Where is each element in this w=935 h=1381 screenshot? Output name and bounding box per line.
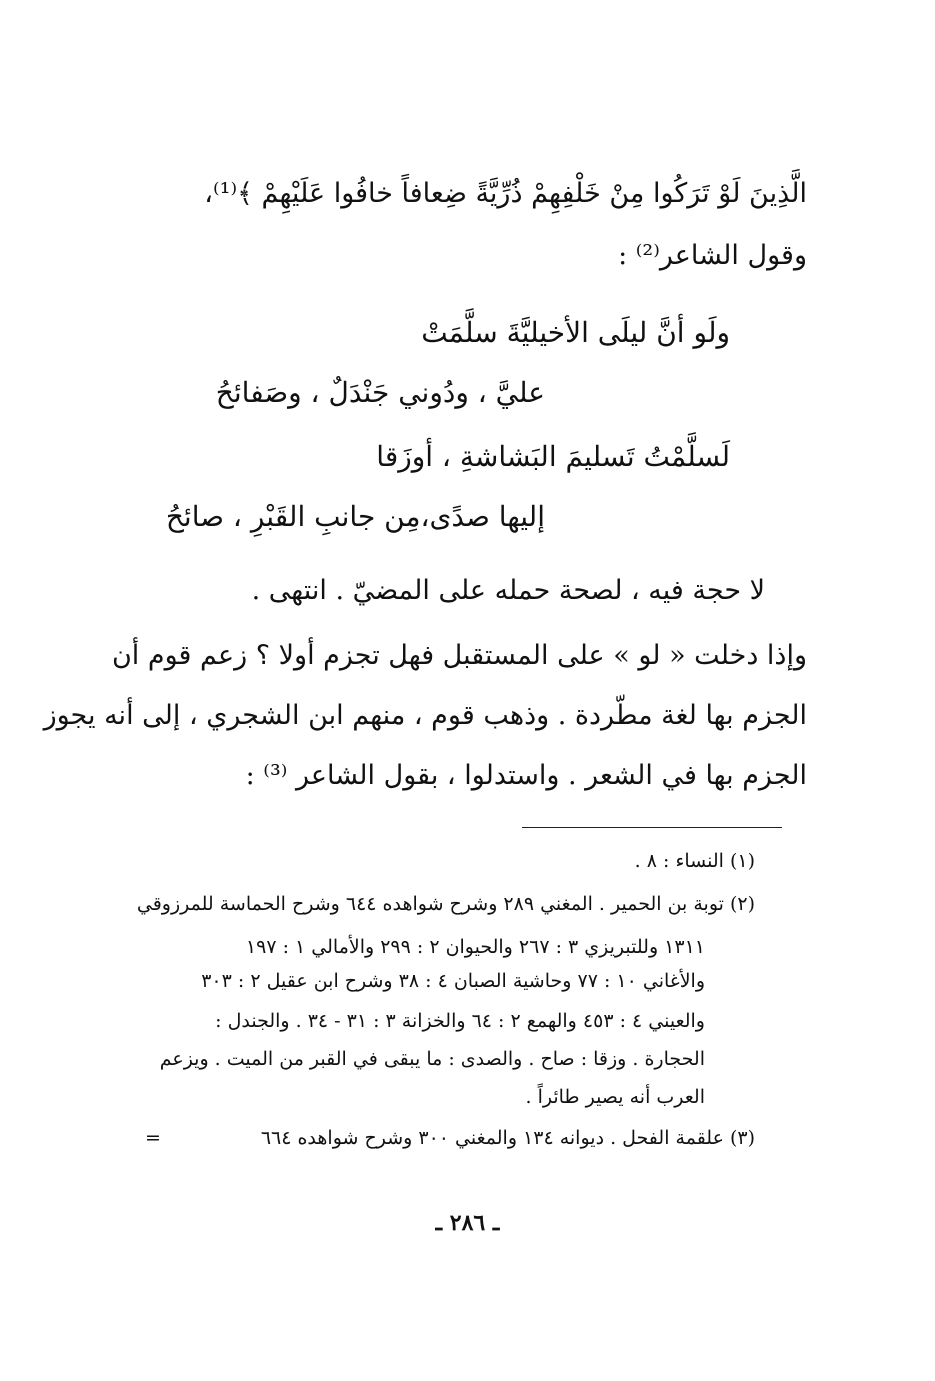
footnote-1-number: (١) [729,850,755,872]
footnote-2-text-1: توبة بن الحمير . المغني ٢٨٩ وشرح شواهده ٦٤٤ وشرح الحماسة للمرزوقي [136,893,724,915]
footnote-2-line-6: العرب أنه يصير طائراً . [525,1086,705,1108]
footnote-1-text: النساء : ٨ . [634,850,724,872]
footnote-2-line-5: الحجارة . وزقا : صاح . والصدى : ما يبقى في القبر من الميت . ويزعم [159,1048,705,1070]
poem-verse-3: لَسلَّمْتُ تَسليمَ البَشاشةِ ، أوزَقا [376,440,730,473]
footnote-1 [635,850,755,873]
footnote-continuation-mark: = [145,1127,161,1149]
footnote-2-line-4: والعيني ٤ : ٤٥٣ والهمع ٢ : ٦٤ والخزانة ٣ : ٣١ - ٣٤ . والجندل : [215,1010,705,1032]
page-number: ـ ٢٨٦ ـ [435,1210,500,1236]
poet-intro-line: وقول الشاعر⁽²⁾ : [618,240,807,271]
paragraph-line-3: الجزم بها في الشعر . واستدلوا ، بقول الشاعر ⁽³⁾ : [245,760,807,791]
footnote-3-text: علقمة الفحل . ديوانه ١٣٤ والمغني ٣٠٠ وشرح شواهده ٦٦٤ [260,1127,724,1149]
footnote-2-line-3: والأغاني ١٠ : ٧٧ وحاشية الصبان ٤ : ٣٨ وشرح ابن عقيل ٢ : ٣٠٣ [201,970,705,992]
footnote-3 [261,1127,755,1150]
footnote-2-number: (٢) [729,893,755,915]
footnote-2-line-2: ١٣١١ وللتبريزي ٣ : ٢٦٧ والحيوان ٢ : ٢٩٩ والأمالي ١ : ١٩٧ [245,936,705,958]
poem-verse-1: ولَو أنَّ ليلَى الأخيليَّةَ سلَّمَتْ [421,316,730,349]
poem-verse-2: عليَّ ، ودُوني جَنْدَلٌ ، وصَفائحُ [215,376,545,409]
paragraph-line-1: وإذا دخلت « لو » على المستقبل فهل تجزم أولا ؟ زعم قوم أن [111,640,807,671]
poem-verse-4: إليها صدًى،مِن جانبِ القَبْرِ ، صائحُ [165,500,545,533]
quran-verse-line: الَّذِينَ لَوْ تَرَكُوا مِنْ خَلْفِهِمْ ذُرِّيَّةً ضِعافاً خافُوا عَلَيْهِمْ ﴾⁽¹⁾، [204,178,807,209]
footnote-2-line-1 [137,893,755,916]
footnote-separator [522,827,782,828]
footnote-3-number: (٣) [729,1127,755,1149]
commentary-line: لا حجة فيه ، لصحة حمله على المضيّ . انتهى . [251,575,765,606]
paragraph-line-2: الجزم بها لغة مطّردة . وذهب قوم ، منهم ابن الشجري ، إلى أنه يجوز [43,700,807,731]
